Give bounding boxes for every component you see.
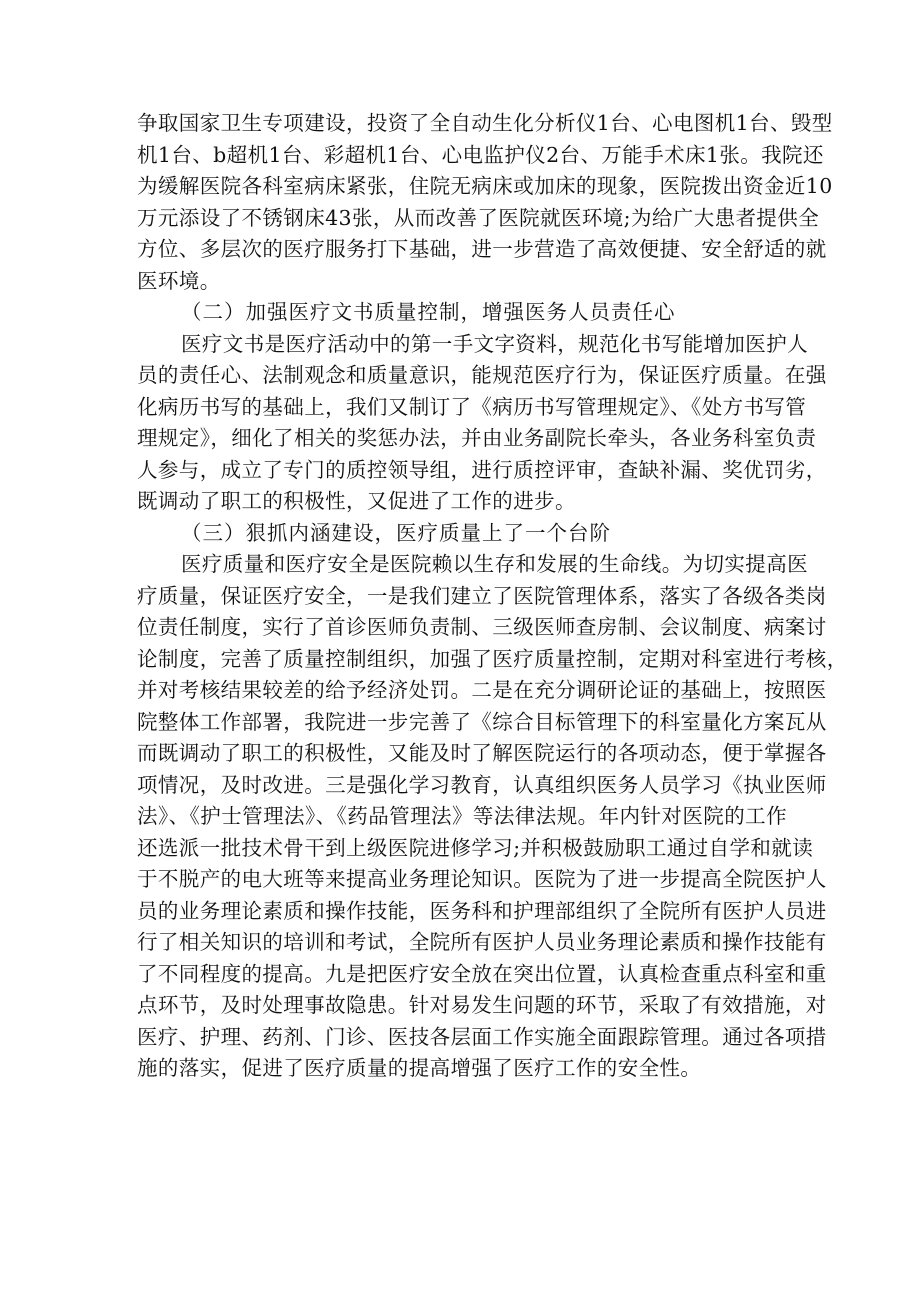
text-line: 化病历书写的基础上，我们又制订了《病历书写管理规定》、《处方书写管 [137, 394, 807, 419]
section-heading-3: （三）狠抓内涵建设，医疗质量上了一个台阶 [181, 520, 611, 545]
text-line: 而既调动了职工的积极性，又能及时了解医院运行的各项动态，便于掌握各 [137, 741, 827, 765]
text-line: 点环节，及时处理事故隐患。针对易发生问题的环节，采取了有效措施，对 [137, 993, 827, 1017]
text-line: 项情况，及时改进。三是强化学习教育，认真组织医务人员学习《执业医师 [137, 772, 827, 797]
section-heading-2: （二）加强医疗文书质量控制，增强医务人员责任心 [181, 300, 676, 324]
text-line: 还选派一批技术骨干到上级医院进修学习;并积极鼓励职工通过自学和就读 [137, 835, 814, 860]
paragraph-medical-records [137, 329, 827, 518]
text-line: 论制度，完善了质量控制组织，加强了医疗质量控制，定期对科室进行考核， [137, 646, 848, 671]
text-line: 万元添设了不锈钢床43张，从而改善了医院就医环境;为给广大患者提供全 [137, 205, 820, 230]
text-line: 行了相关知识的培训和考试，全院所有医护人员业务理论素质和操作技能有 [137, 930, 827, 954]
text-line: 施的落实，促进了医疗质量的提高增强了医疗工作的安全性。 [137, 1056, 702, 1080]
text-line: 医疗质量和医疗安全是医院赖以生存和发展的生命线。为切实提高医 [181, 552, 808, 576]
text-line: 医疗文书是医疗活动中的第一手文字资料，规范化书写能增加医护人 [181, 331, 808, 356]
text-line: 医疗、护理、药剂、门诊、医技各层面工作实施全面跟踪管理。通过各项措 [137, 1024, 827, 1049]
text-line: 于不脱产的电大班等来提高业务理论知识。医院为了进一步提高全院医护人 [137, 867, 827, 891]
text-line: 方位、多层次的医疗服务打下基础，进一步营造了高效便捷、安全舒适的就 [137, 237, 827, 261]
text-line: 院整体工作部署，我院进一步完善了《综合目标管理下的科室量化方案瓦从 [137, 709, 827, 734]
text-line: 疗质量，保证医疗安全，一是我们建立了医院管理体系，落实了各级各类岗 [137, 583, 827, 608]
text-line: 人参与，成立了专门的质控领导组，进行质控评审，查缺补漏、奖优罚劣， [137, 457, 827, 482]
text-line: 理规定》，细化了相关的奖惩办法，并由业务副院长牵头，各业务科室负责 [137, 426, 817, 450]
text-line: 员的业务理论素质和操作技能，医务科和护理部组织了全院所有医护人员进 [137, 898, 827, 923]
text-line: 了不同程度的提高。九是把医疗安全放在突出位置，认真检查重点科室和重 [137, 961, 827, 986]
text-line: 法》、《护士管理法》、《药品管理法》等法律法规。年内针对医院的工作 [137, 804, 787, 828]
document-page [137, 108, 848, 1085]
text-line: 争取国家卫生专项建设，投资了全自动生化分析仪1台、心电图机1台、毁型 [137, 111, 833, 135]
text-line: 为缓解医院各科室病床紧张，住院无病床或加床的现象，医院拨出资金近10 [137, 174, 833, 198]
text-line: 并对考核结果较差的给予经济处罚。二是在充分调研论证的基础上，按照医 [137, 678, 827, 702]
text-line: 既调动了职工的积极性，又促进了工作的进步。 [137, 489, 576, 513]
paragraph-equipment [137, 108, 833, 297]
text-line: 机1台、b超机1台、彩超机1台、心电监护仪2台、万能手术床1张。我院还 [137, 142, 824, 167]
paragraph-quality-safety [137, 549, 848, 1085]
text-line: 员的责任心、法制观念和质量意识，能规范医疗行为，保证医疗质量。在强 [137, 363, 827, 387]
text-line: 位责任制度，实行了首诊医师负责制、三级医师查房制、会议制度、病案讨 [137, 615, 827, 639]
text-line: 医环境。 [137, 268, 221, 293]
